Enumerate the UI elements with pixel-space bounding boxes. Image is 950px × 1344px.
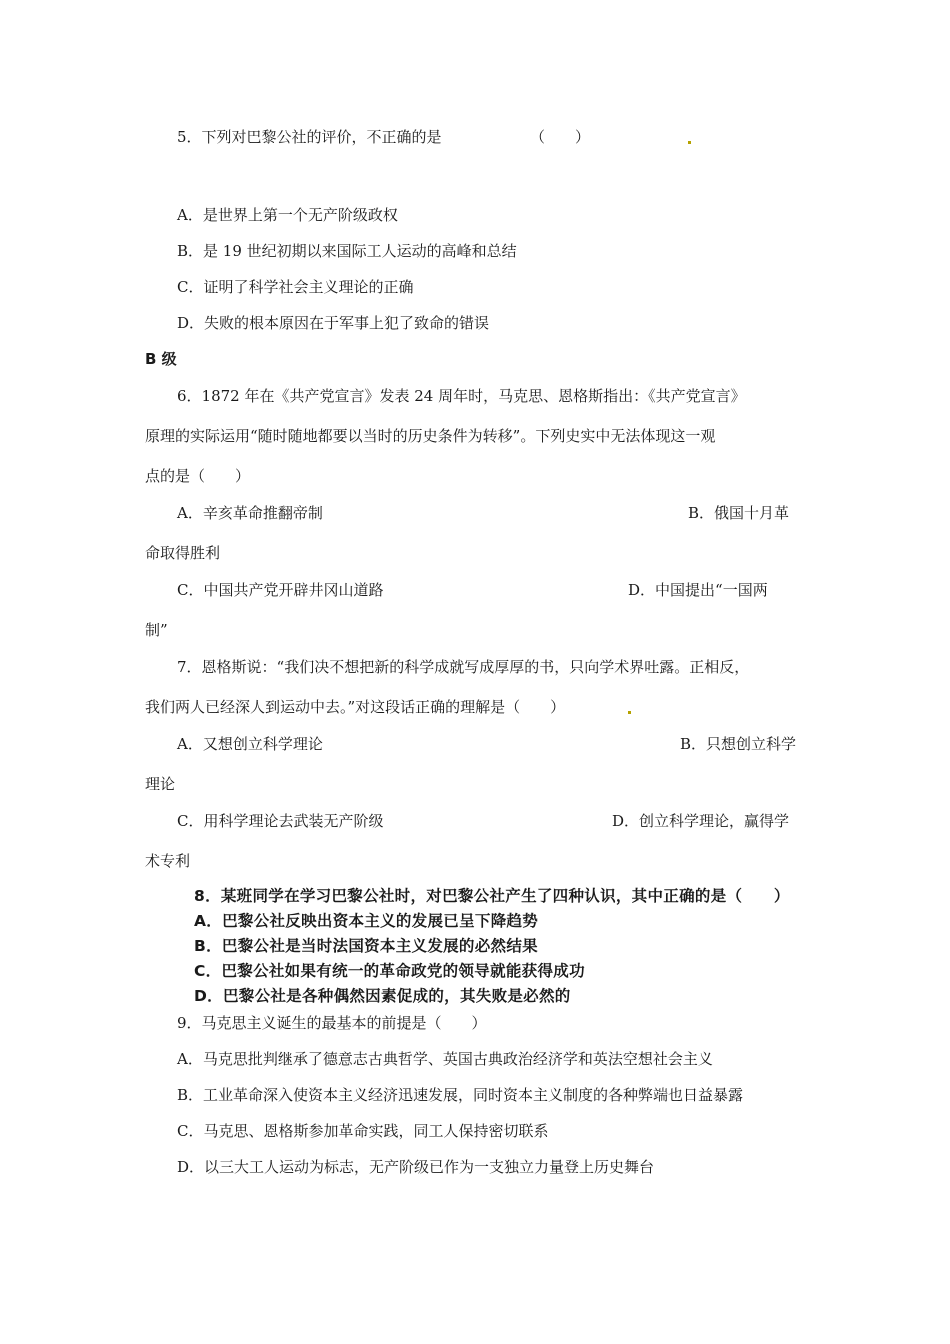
question-5-blank: （ ）	[530, 128, 591, 146]
stray-dot-mark	[628, 711, 631, 714]
question-7-option-b: B．只想创立科学	[680, 735, 797, 753]
question-5-option-c: C．证明了科学社会主义理论的正确	[177, 278, 414, 296]
stray-dot-mark	[688, 141, 691, 144]
question-7-option-d-cont: 术专利	[145, 852, 191, 870]
question-6-option-b-cont: 命取得胜利	[145, 544, 221, 562]
question-5-option-b: B．是 19 世纪初期以来国际工人运动的高峰和总结	[177, 242, 517, 260]
question-7-line-2: 我们两人已经深人到运动中去。”对这段话正确的理解是（ ）	[145, 698, 566, 716]
question-6-option-c: C．中国共产党开辟井冈山道路	[177, 581, 384, 599]
question-7-option-a: A．又想创立科学理论	[177, 735, 323, 753]
question-8-option-a: A．巴黎公社反映出资本主义的发展已呈下降趋势	[194, 912, 539, 930]
question-6-line-1: 6．1872 年在《共产党宣言》发表 24 周年时，马克思、恩格斯指出：《共产党宣言》	[177, 387, 746, 405]
question-6-option-d-cont: 制”	[145, 621, 168, 639]
question-9-option-a: A．马克思批判继承了德意志古典哲学、英国古典政治经济学和英法空想社会主义	[177, 1050, 713, 1068]
question-7-option-b-cont: 理论	[145, 775, 176, 793]
question-5-option-a: A．是世界上第一个无产阶级政权	[177, 206, 398, 224]
question-6-option-a: A．辛亥革命推翻帝制	[177, 504, 323, 522]
question-5-option-d: D．失败的根本原因在于军事上犯了致命的错误	[177, 314, 490, 332]
question-9-option-b: B．工业革命深入使资本主义经济迅速发展，同时资本主义制度的各种弊端也日益暴露	[177, 1086, 744, 1104]
question-6-line-2: 原理的实际运用“随时随地都要以当时的历史条件为转移”。下列史实中无法体现这一观	[145, 427, 716, 445]
question-7-option-c: C．用科学理论去武装无产阶级	[177, 812, 384, 830]
question-8-option-c: C．巴黎公社如果有统一的革命政党的领导就能获得成功	[194, 962, 585, 980]
question-6-line-3: 点的是（ ）	[145, 467, 251, 485]
question-8-stem: 8．某班同学在学习巴黎公社时，对巴黎公社产生了四种认识，其中正确的是（ ）	[194, 887, 790, 905]
question-9-option-d: D．以三大工人运动为标志，无产阶级已作为一支独立力量登上历史舞台	[177, 1158, 655, 1176]
question-7-line-1: 7．恩格斯说：“我们决不想把新的科学成就写成厚厚的书，只向学术界吐露。正相反，	[177, 658, 750, 676]
question-6-option-b: B．俄国十月革	[688, 504, 790, 522]
question-8-option-d: D．巴黎公社是各种偶然因素促成的，其失败是必然的	[194, 987, 571, 1005]
question-9-option-c: C．马克思、恩格斯参加革命实践，同工人保持密切联系	[177, 1122, 549, 1140]
section-b-heading: B 级	[145, 350, 177, 368]
question-5-stem: 5．下列对巴黎公社的评价，不正确的是	[177, 128, 442, 146]
question-6-option-d: D．中国提出“一国两	[628, 581, 768, 599]
question-7-option-d: D．创立科学理论，赢得学	[612, 812, 790, 830]
question-8-option-b: B．巴黎公社是当时法国资本主义发展的必然结果	[194, 937, 538, 955]
question-9-stem: 9．马克思主义诞生的最基本的前提是（ ）	[177, 1014, 487, 1032]
